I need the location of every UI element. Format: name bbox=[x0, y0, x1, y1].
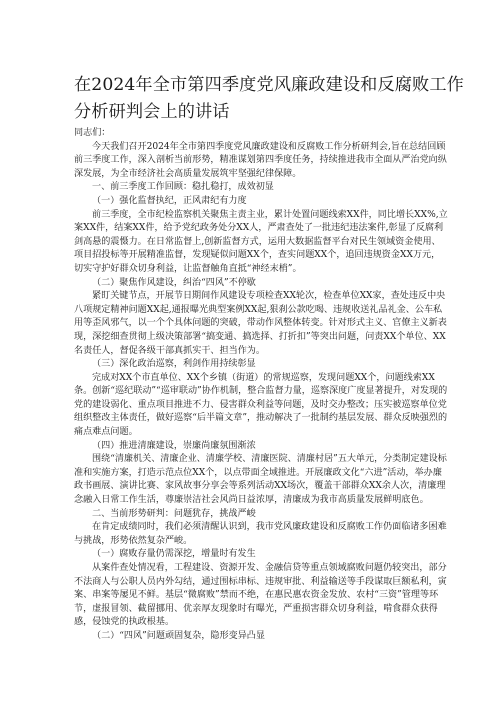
section-heading: 一、前三季度工作回顾：稳扎稳打，成效初显 bbox=[92, 182, 274, 193]
paragraph: 前三季度，全市纪检监察机关聚焦主责主业，累计处置问题线索XX件，同比增长XX%,立案XX件，结案XX件，给予党纪政务处分XX人，严肃查处了一批违纪违法案件,彰显了反腐利剑高悬的震慑力。在日常监督上,创新监督方式，运用大数据监督平台对民生领域资金使用、项目招投标等开展精准监督，发现疑似问题XX个，查实问题XX个，追回违规资金XX万元，切实守护好群众切身利益，让监督触角直抵“神经末梢”。 bbox=[74, 209, 448, 274]
document-body bbox=[74, 127, 448, 644]
subsection-heading: （一）强化监督执纪，正风肃纪有力度 bbox=[92, 195, 247, 206]
subsection-heading: （三）深化政治巡察，利剑作用持续彰显 bbox=[92, 359, 256, 370]
subsection-heading: （一）腐败存量仍需深挖，增量时有发生 bbox=[92, 549, 256, 560]
section-heading: 二、当前形势研判：问题犹存，挑战严峻 bbox=[92, 508, 256, 519]
subsection-heading: （二）聚焦作风建设，纠治“四风”不停歇 bbox=[92, 277, 256, 288]
paragraph: 今天我们召开2024年全市第四季度党风廉政建设和反腐败工作分析研判会,旨在总结回顾前三季度工作，深入剖析当前形势，精准谋划第四季度任务，持续推进我市全面从严治党向纵深发展，为全市经济社会高质量发展筑牢坚强纪律保障。 bbox=[74, 141, 447, 179]
paragraph: 围绕“清廉机关、清廉企业、清廉学校、清廉医院、清廉村居”五大单元，分类制定建设标准和实施方案，打造示范点位XX个，以点带面全域推进。开展廉政文化“六进”活动，举办廉政书画展、演讲比赛、家风故事分享会等系列活动XX场次，覆盖干部群众XX余人次，清廉理念融入日常工作生活，尊廉崇洁社会风尚日益浓厚，清廉成为我市高质量发展鲜明底色。 bbox=[74, 454, 447, 506]
paragraph: 紧盯关键节点，开展节日期间作风建设专项检查XX轮次，检查单位XX家，查处违反中央八项规定精神问题XX起,通报曝光典型案例XX起,狠刹公款吃喝、违规收送礼品礼金、公车私用等歪风邪气，以一个个具体问题的突破，带动作风整体转变。针对形式主义、官僚主义新表现，深挖细查贯彻上级决策部署“搞变通、搞选择、打折扣”等突出问题，问责XX个单位、XX名责任人，督促各级干部真抓实干、担当作为。 bbox=[74, 291, 447, 356]
paragraph: 从案件查处情况看，工程建设、资源开发、金融信贷等重点领域腐败问题仍较突出，部分不法商人与公职人员内外勾结，通过围标串标、违规审批、利益输送等手段谋取巨额私利，寅案、串案等屡见不鲜。基层“微腐败”禁而不绝，在惠民惠农资金发放、农村“三资”管理等环节，虚报冒领、截留挪用、优亲厚友现象时有曝光，严重损害群众切身利益，啃食群众获得感，侵蚀党的执政根基。 bbox=[74, 563, 447, 628]
salutation: 同志们： bbox=[74, 128, 111, 138]
subsection-heading: （四）推进清廉建设，崇廉尚廉氛围渐浓 bbox=[92, 440, 256, 451]
paragraph: 在肯定成绩同时，我们必须清醒认识到，我市党风廉政建设和反腐败工作仍面临诸多困难与挑战，形势依然复杂严峻。 bbox=[74, 522, 447, 546]
subsection-heading: （二）“四风”问题顽固复杂，隐形变异凸显 bbox=[92, 630, 265, 641]
document-title: 在2024年全市第四季度党风廉政建设和反腐败工作分析研判会上的讲话 bbox=[74, 75, 464, 122]
paragraph: 完成对XX个市直单位、XX个乡镇（街道）的常规巡察，发现问题XX个，问题线索XX条。创新“巡纪联动”“巡审联动”协作机制，整合监督力量，巡察深度广度显著提升，对发现的党的建设弱化、重点项目推进不力、侵害群众利益等问题，及时交办整改；压实被巡察单位党组织整改主体责任，做好巡察“后半篇文章”，推动解决了一批制约基层发展、群众反映强烈的痛点难点问题。 bbox=[74, 372, 448, 438]
